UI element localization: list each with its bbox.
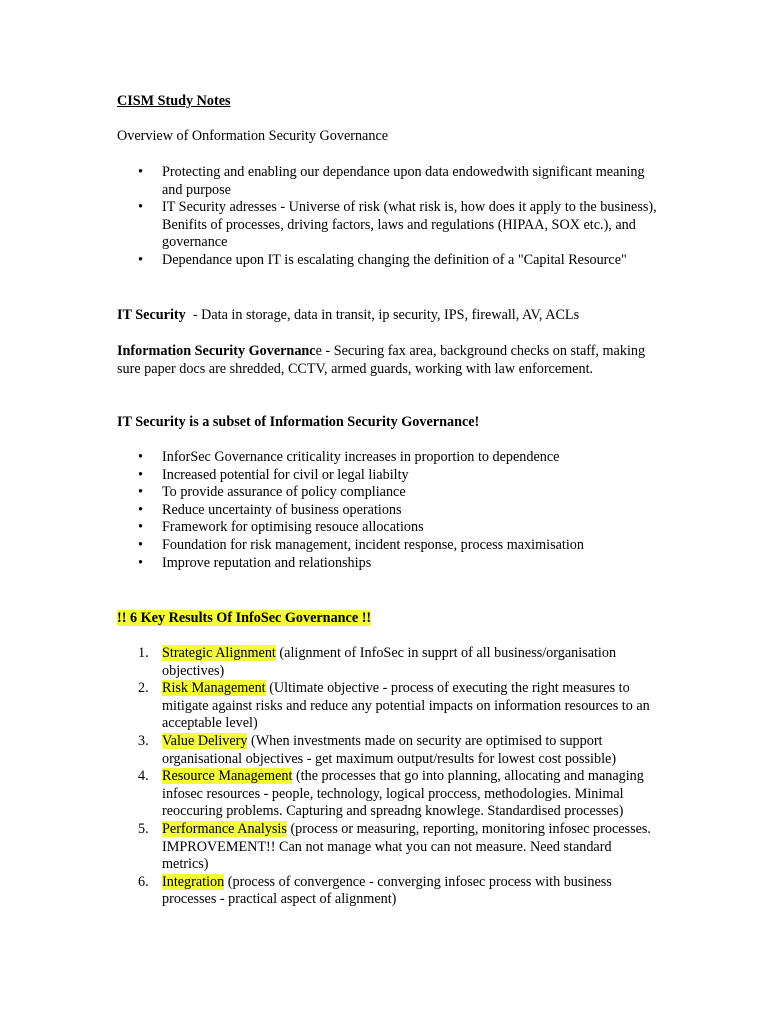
key-results-heading xyxy=(117,610,658,628)
it-security-label: IT Security xyxy=(117,307,186,323)
item-number: 2. xyxy=(138,680,149,697)
list-item xyxy=(117,768,658,821)
item-term: Value Delivery xyxy=(162,732,248,749)
item-description: (Ultimate objective - process of executing the right measures to mitigate against risks and reduce any potential impacts on information resources to an acceptable level) xyxy=(162,680,650,732)
list-item: • Reduce uncertainty of business operations xyxy=(117,502,658,520)
list-item xyxy=(117,874,658,909)
list-item: • Dependance upon IT is escalating changing the definition of a "Capital Resource" xyxy=(117,252,658,270)
item-term: Resource Management xyxy=(162,768,293,785)
list-item xyxy=(117,821,658,874)
list-item xyxy=(117,645,658,680)
list-item: • InforSec Governance criticality increases in proportion to dependence xyxy=(117,449,658,467)
list-item: • IT Security adresses - Universe of risk (what risk is, how does it apply to the business), Benifits of processes, driving factors, laws and regulations (HIPAA, SOX etc.), and governance xyxy=(117,199,658,252)
list-item: • Foundation for risk management, incident response, process maximisation xyxy=(117,537,658,555)
item-number: 5. xyxy=(138,820,149,837)
document-title: CISM Study Notes xyxy=(117,93,231,109)
item-term: Strategic Alignment xyxy=(162,645,276,661)
list-item: • Framework for optimising resouce allocations xyxy=(117,519,658,537)
item-description: (alignment of InfoSec in supprt of all business/organisation objectives) xyxy=(162,645,617,679)
item-term: Performance Analysis xyxy=(162,820,287,837)
item-number: 6. xyxy=(138,873,149,890)
item-term: Risk Management xyxy=(162,680,266,697)
isg-text: e - Securing fax area, background checks on staff, making sure paper docs are shredded, CCTV, armed guards, working with law enforcement. xyxy=(117,343,646,377)
item-description: (process of convergence - converging infosec process with business processes - practical aspect of alignment) xyxy=(162,873,612,908)
key-results-list xyxy=(117,645,658,909)
overview-bullet-list xyxy=(117,164,658,270)
item-number: 3. xyxy=(138,732,149,749)
governance-bullet-list xyxy=(117,449,658,572)
it-security-text: - Data in storage, data in transit, ip security, IPS, firewall, AV, ACLs xyxy=(185,307,580,323)
isg-label: Information Security Governanc xyxy=(117,343,316,359)
overview-heading: Overview of Onformation Security Governance xyxy=(117,128,389,144)
item-number: 1. xyxy=(138,645,149,661)
list-item: • To provide assurance of policy compliance xyxy=(117,484,658,502)
item-number: 4. xyxy=(138,768,149,785)
subset-statement: IT Security is a subset of Information Security Governance! xyxy=(117,414,480,430)
item-description: (When investments made on security are optimised to support organisational objectives - get maximum output/results for lowest cost possible) xyxy=(162,732,617,767)
list-item xyxy=(117,733,658,768)
key-results-heading-text: !! 6 Key Results Of InfoSec Governance !! xyxy=(117,610,372,626)
list-item: • Improve reputation and relationships xyxy=(117,555,658,573)
list-item: • Increased potential for civil or legal liabilty xyxy=(117,467,658,485)
it-security-paragraph xyxy=(117,307,658,325)
list-item xyxy=(117,680,658,733)
item-description: (process or measuring, reporting, monitoring infosec processes. IMPROVEMENT!! Can not manage what you can not measure. Need standard metrics) xyxy=(162,820,651,873)
item-description: (the processes that go into planning, allocating and managing infosec resources - people, technology, logical proccess, methodologies. Minimal reoccuring problems. Capturing and spreadng knowlege. Standardised processes) xyxy=(162,768,644,820)
isg-paragraph xyxy=(117,343,658,378)
item-term: Integration xyxy=(162,873,225,890)
list-item: • Protecting and enabling our dependance upon data endowedwith significant meaning and purpose xyxy=(117,164,658,199)
